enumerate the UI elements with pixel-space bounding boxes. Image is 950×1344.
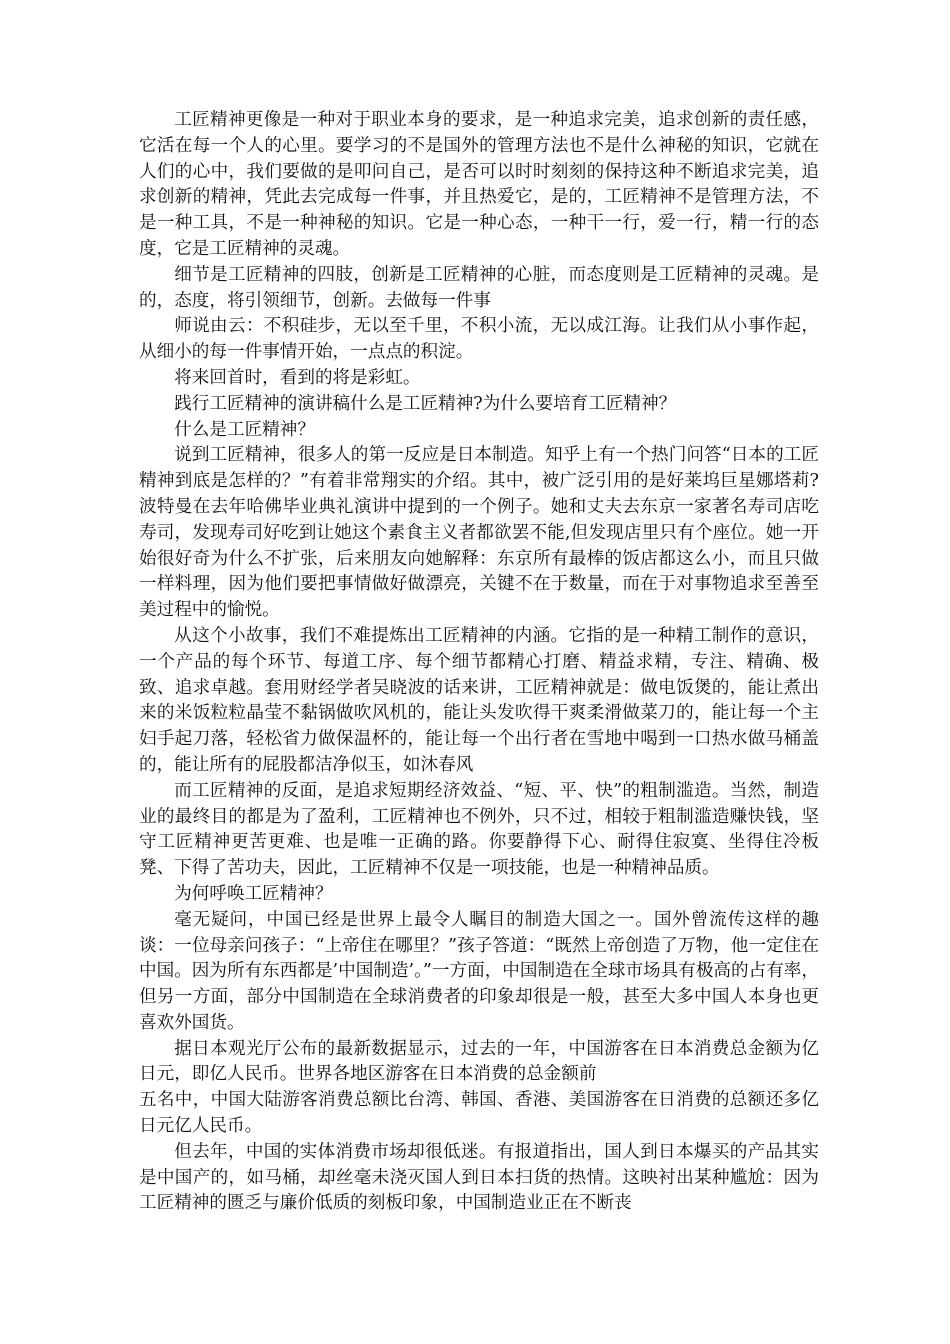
section-heading: 为何呼唤工匠精神？ [174, 883, 333, 904]
paragraph: 毫无疑问，中国已经是世界上最令人瞩目的制造大国之一。国外曾流传这样的趣谈：一位母亲问孩子：“上帝住在哪里？”孩子答道：“既然上帝创造了万物，他一定住在中国。因为所有东西都是’中国制造’。”一方面，中国制造在全球市场具有极高的占有率，但另一方面，部分中国制造在全球消费者的印象却很是一般，甚至大多中国人本身也更喜欢外国货。 [139, 909, 819, 1033]
paragraph: 据日本观光厅公布的最新数据显示，过去的一年，中国游客在日本消费总金额为亿日元，即亿人民币。世界各地区游客在日本消费的总金额前 [139, 1038, 819, 1085]
paragraph: 说到工匠精神，很多人的第一反应是日本制造。知乎上有一个热门问答“日本的工匠精神到底是怎样的？”有着非常翔实的介绍。其中，被广泛引用的是好莱坞巨星娜塔莉?波特曼在去年哈佛毕业典礼演讲中提到的一个例子。她和丈夫去东京一家著名寿司店吃寿司，发现寿司好吃到让她这个素食主义者都欲罢不能,但发现店里只有个座位。她一开始很好奇为什么不扩张，后来朋友向她解释：东京所有最棒的饭店都这么小，而且只做一样料理，因为他们要把事情做好做漂亮，关键不在于数量，而在于对事物追求至善至美过程中的愉悦。 [139, 445, 819, 621]
section-heading: 什么是工匠精神？ [174, 419, 315, 440]
paragraph: 工匠精神更像是一种对于职业本身的要求，是一种追求完美，追求创新的责任感，它活在每一个人的心里。要学习的不是国外的管理方法也不是什么神秘的知识，它就在人们的心中，我们要做的是叩问自己，是否可以时时刻刻的保持这种不断追求完美，追求创新的精神，凭此去完成每一件事，并且热爱它，是的，工匠精神不是管理方法，不是一种工具，不是一种神秘的知识。它是一种心态，一种干一行，爱一行，精一行的态度，它是工匠精神的灵魂。 [139, 110, 819, 259]
paragraph: 将来回首时，看到的将是彩虹。 [174, 367, 421, 388]
paragraph: 细节是工匠精神的四肢，创新是工匠精神的心脏，而态度则是工匠精神的灵魂。是的，态度，将引领细节，创新。去做每一件事 [139, 264, 819, 311]
paragraph: 五名中，中国大陆游客消费总额比台湾、韩国、香港、美国游客在日消费的总额还多亿日元亿人民币。 [139, 1090, 819, 1137]
paragraph: 从这个小故事，我们不难提炼出工匠精神的内涵。它指的是一种精工制作的意识，一个产品的每个环节、每道工序、每个细节都精心打磨、精益求精，专注、精确、极致、追求卓越。套用财经学者吴晓波的话来讲，工匠精神就是：做电饭煲的，能让煮出来的米饭粒粒晶莹不黏锅做吹风机的，能让头发吹得干爽柔滑做菜刀的，能让每一个主妇手起刀落，轻松省力做保温杯的，能让每一个出行者在雪地中喝到一口热水做马桶盖的，能让所有的屁股都洁净似玉，如沐春风 [139, 625, 819, 775]
paragraph: 践行工匠精神的演讲稿什么是工匠精神?为什么要培育工匠精神？ [174, 393, 677, 414]
paragraph: 而工匠精神的反面，是追求短期经济效益、“短、平、快”的粗制滥造。当然，制造业的最终目的都是为了盈利，工匠精神也不例外，只不过，相较于粗制滥造赚快钱，坚守工匠精神更苦更难、也是唯一正确的路。你要静得下心、耐得住寂寞、坐得住冷板凳、下得了苦功夫，因此，工匠精神不仅是一项技能，也是一种精神品质。 [139, 780, 819, 879]
document-body [139, 108, 819, 1217]
paragraph: 师说由云：不积硅步，无以至千里，不积小流，无以成江海。让我们从小事作起，从细小的每一件事情开始，一点点的积淀。 [139, 316, 819, 363]
paragraph: 但去年，中国的实体消费市场却很低迷。有报道指出，国人到日本爆买的产品其实是中国产的，如马桶，却丝毫未浇灭国人到日本扫货的热情。这映衬出某种尴尬：因为工匠精神的匮乏与廉价低质的刻板印象，中国制造业正在不断丧 [139, 1141, 819, 1214]
